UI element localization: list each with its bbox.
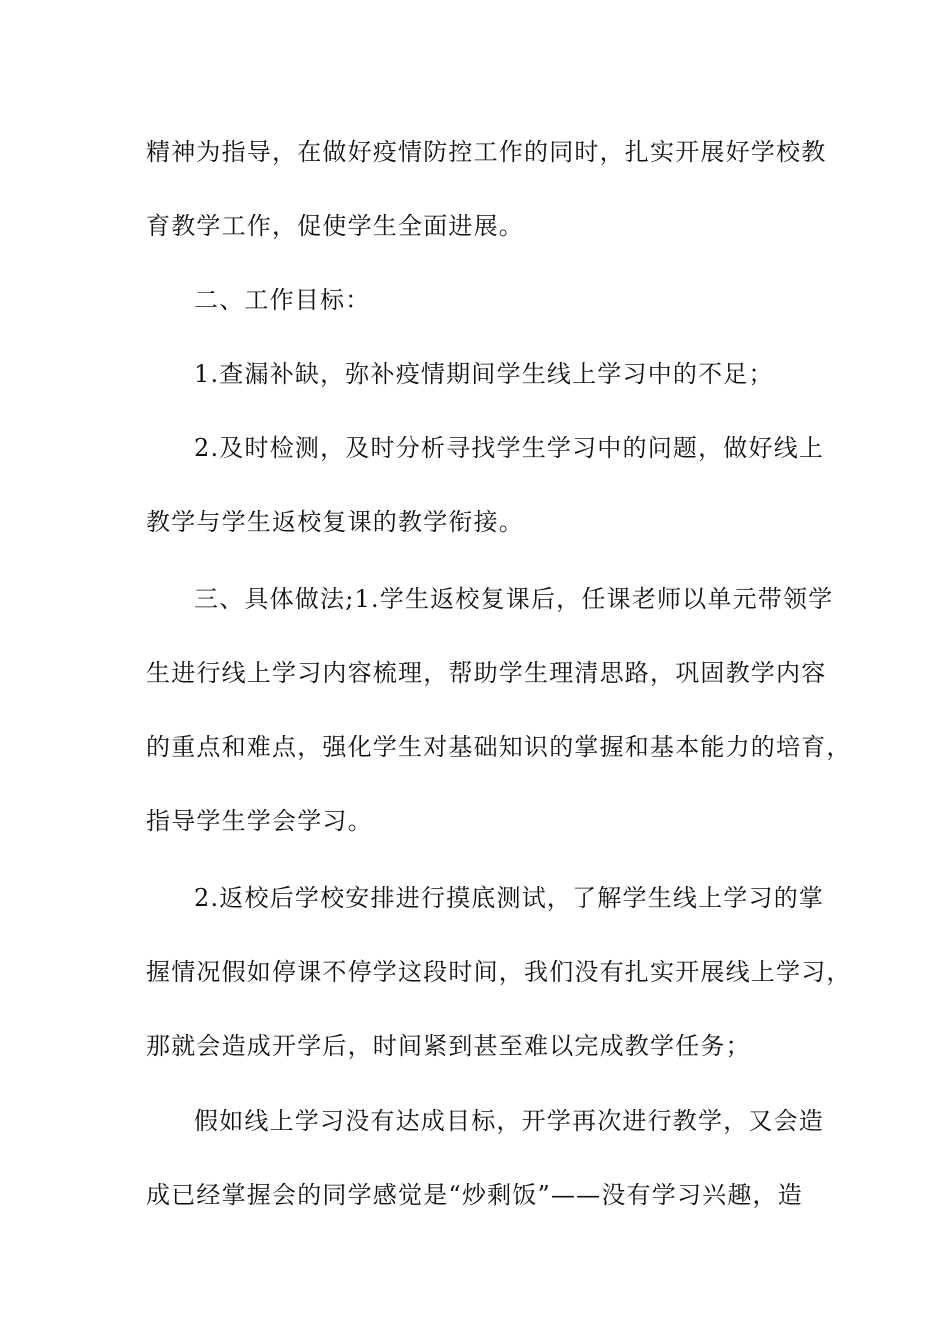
- section-heading: 二、工作目标：: [194, 286, 371, 314]
- paragraph-line: 2.返校后学校安排进行摸底测试，了解学生线上学习的掌: [194, 884, 825, 912]
- paragraph-line: 的重点和难点，强化学生对基础知识的掌握和基本能力的培育，: [146, 733, 852, 761]
- paragraph-line: 假如线上学习没有达成目标，开学再次进行教学，又会造: [194, 1107, 824, 1135]
- list-item: 2.及时检测，及时分析寻找学生学习中的问题，做好线上: [194, 434, 825, 462]
- paragraph-line: 精神为指导，在做好疫情防控工作的同时，扎实开展好学校教: [146, 138, 827, 166]
- list-item: 1.查漏补缺，弥补疫情期间学生线上学习中的不足；: [194, 360, 774, 388]
- paragraph-line: 成已经掌握会的同学感觉是“炒剩饭”——没有学习兴趣，造: [146, 1181, 803, 1209]
- section-heading: 三、具体做法;1.学生返校复课后，任课老师以单元带领学: [194, 585, 834, 613]
- paragraph-line: 育教学工作，促使学生全面进展。: [146, 212, 524, 240]
- paragraph-line: 教学与学生返校复课的教学衔接。: [146, 508, 524, 536]
- paragraph-line: 那就会造成开学后，时间紧到甚至难以完成教学任务；: [146, 1032, 751, 1060]
- paragraph-line: 生进行线上学习内容梳理，帮助学生理清思路，巩固教学内容: [146, 659, 827, 687]
- paragraph-line: 握情况假如停课不停学这段时间，我们没有扎实开展线上学习，: [146, 958, 852, 986]
- paragraph-line: 指导学生学会学习。: [146, 807, 373, 835]
